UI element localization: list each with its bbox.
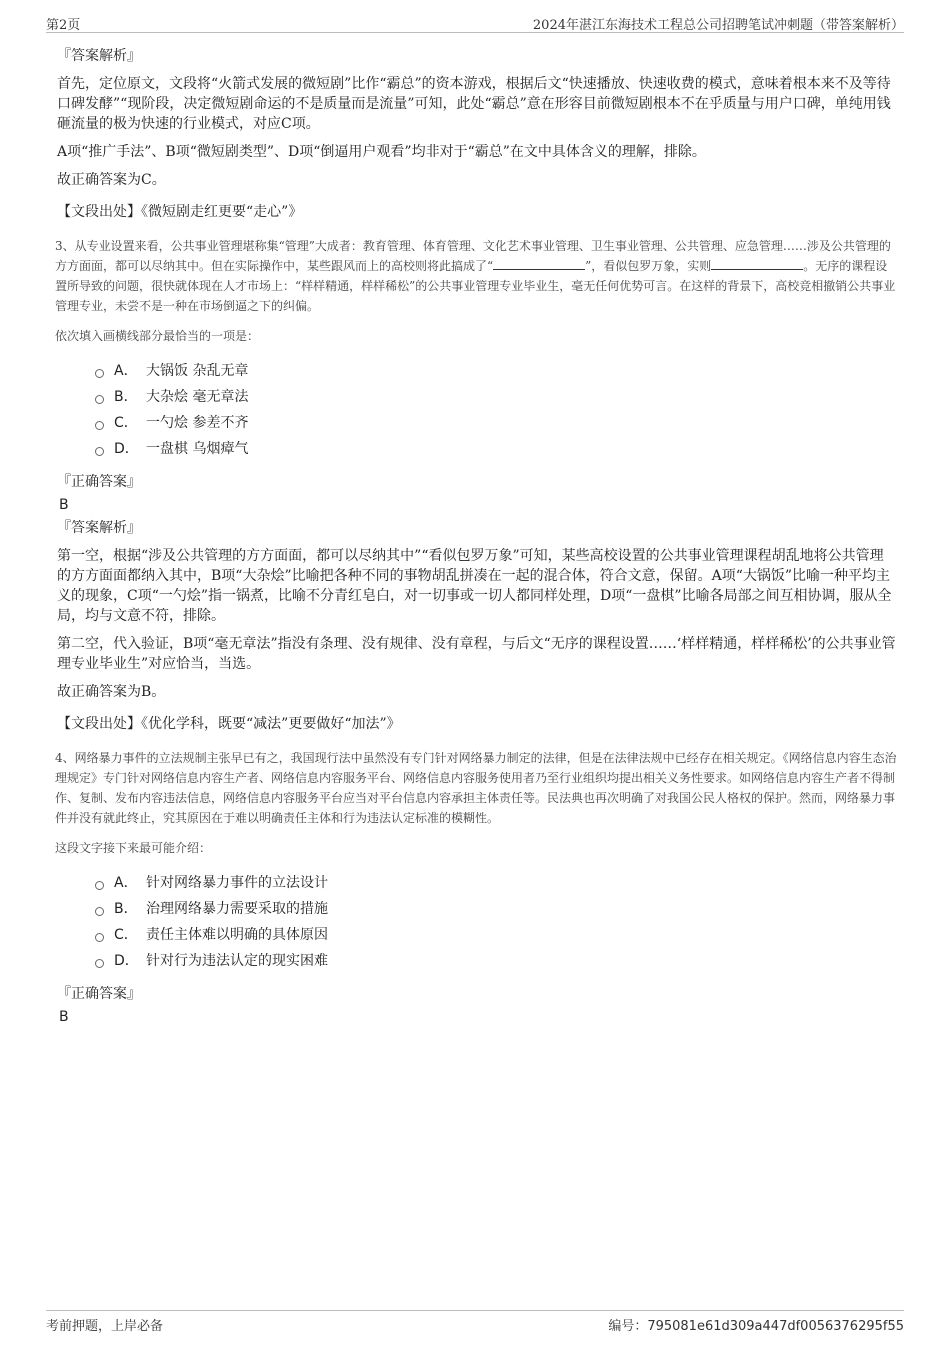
radio-icon[interactable] [95, 395, 104, 404]
correct-answer-label: 『正确答案』 [57, 986, 141, 1002]
radio-icon[interactable] [95, 933, 104, 942]
option-c[interactable]: C． 责任主体难以明确的具体原因 [95, 922, 897, 948]
option-c[interactable]: C． 一勺烩 参差不齐 [95, 410, 897, 436]
document-code: 编号：795081e61d309a447df0056376295f55 [608, 1319, 904, 1334]
fill-blank-1 [493, 257, 585, 270]
radio-icon[interactable] [95, 881, 104, 890]
analysis-conclusion: 故正确答案为C。 [57, 172, 166, 188]
question-4-options [95, 870, 897, 974]
option-d[interactable]: D． 针对行为违法认定的现实困难 [95, 948, 897, 974]
analysis-label: 『答案解析』 [57, 520, 141, 536]
correct-answer: B [59, 1009, 69, 1025]
option-b[interactable]: B． 大杂烩 毫无章法 [95, 384, 897, 410]
option-a[interactable]: A． 大锅饭 杂乱无章 [95, 358, 897, 384]
question-3-instruction: 依次填入画横线部分最恰当的一项是： [55, 329, 260, 343]
question-4-text: 4、网络暴力事件的立法规制主张早已有之，我国现行法中虽然没有专门针对网络暴力制定的法律，但是在法律法规中已经存在相关规定。《网络信息内容生态治理规定》专门针对网络信息内容生产者、网络信息内容服务平台、网络信息内容服务使用者乃至行业组织均提出相关义务性要求。如网络信息内容生产者不得制作、复制、发布内容违法信息，网络信息内容服务平台应当对平台信息内容承担主体责任等。民法典也再次明确了对我国公民人格权的保护。然而，网络暴力事件并没有就此终止，究其原因在于难以明确责任主体和行为违法认定标准的模糊性。 [55, 751, 897, 825]
correct-answer: B [59, 497, 69, 513]
analysis-conclusion: 故正确答案为B。 [57, 684, 166, 700]
option-d[interactable]: D． 一盘棋 乌烟瘴气 [95, 436, 897, 462]
fill-blank-2 [711, 257, 803, 270]
radio-icon[interactable] [95, 421, 104, 430]
page-content [57, 46, 897, 1030]
question-3-text: 3、从专业设置来看，公共事业管理堪称集“管理”大成者：教育管理、体育管理、文化艺术事业管理、卫生事业管理、公共管理、应急管理……涉及公共管理的方方面面，都可以尽纳其中。但在实际操作中，某些跟风而上的高校则将此搞成了“ ”，看似包罗万象，实则 。无序的课程设置所导致的问题，很快就体现在人才市场上：“样样精通，样样稀松”的公共事业管理专业毕业生，毫无任何优势可言。在这样的背景下，高校竞相撤销公共事业管理专业，未尝不是一种在市场倒逼之下的纠偏。 [55, 239, 896, 313]
page-footer [46, 1310, 904, 1333]
question-3-options [95, 358, 897, 462]
analysis-paragraph: 首先，定位原文，文段将“火箭式发展的微短剧”比作“霸总”的资本游戏，根据后文“快速播放、快速收费的模式，意味着根本来不及等待口碑发酵”“现阶段，决定微短剧命运的不是质量而是流量”可知，此处“霸总”意在形容目前微短剧根本不在乎质量与用户口碑，单纯用钱砸流量的极为快速的行业模式，对应C项。 [57, 76, 891, 132]
page-number: 第2页 [46, 18, 81, 33]
option-a[interactable]: A． 针对网络暴力事件的立法设计 [95, 870, 897, 896]
document-title: 2024年湛江东海技术工程总公司招聘笔试冲刺题（带答案解析） [532, 18, 904, 33]
page-header [46, 12, 904, 33]
correct-answer-label: 『正确答案』 [57, 474, 141, 490]
footer-slogan: 考前押题，上岸必备 [46, 1319, 164, 1334]
analysis-paragraph: 第二空，代入验证，B项“毫无章法”指没有条理、没有规律、没有章程，与后文“无序的课程设置……‘样样精通，样样稀松’的公共事业管理专业毕业生”对应恰当，当选。 [57, 636, 896, 672]
question-4-instruction: 这段文字接下来最可能介绍： [55, 841, 212, 855]
radio-icon[interactable] [95, 959, 104, 968]
analysis-paragraph: A项“推广手法”、B项“微短剧类型”、D项“倒逼用户观看”均非对于“霸总”在文中具体含义的理解，排除。 [57, 144, 706, 160]
radio-icon[interactable] [95, 907, 104, 916]
source-citation: 【文段出处】《微短剧走红更要“走心”》 [57, 204, 303, 220]
analysis-label: 『答案解析』 [57, 48, 141, 64]
radio-icon[interactable] [95, 447, 104, 456]
analysis-paragraph: 第一空，根据“涉及公共管理的方方面面，都可以尽纳其中”“看似包罗万象”可知，某些高校设置的公共事业管理课程胡乱地将公共管理的方方面面都纳入其中，B项“大杂烩”比喻把各种不同的事物胡乱拼凑在一起的混合体，符合文意，保留。A项“大锅饭”比喻一种平均主义的现象，C项“一勺烩”指一锅煮，比喻不分青红皂白，对一切事或一切人都同样处理，D项“一盘棋”比喻各局部之间互相协调，服从全局，均与文意不符，排除。 [57, 548, 892, 624]
source-citation: 【文段出处】《优化学科，既要“减法”更要做好“加法”》 [57, 716, 401, 732]
radio-icon[interactable] [95, 369, 104, 378]
option-b[interactable]: B． 治理网络暴力需要采取的措施 [95, 896, 897, 922]
